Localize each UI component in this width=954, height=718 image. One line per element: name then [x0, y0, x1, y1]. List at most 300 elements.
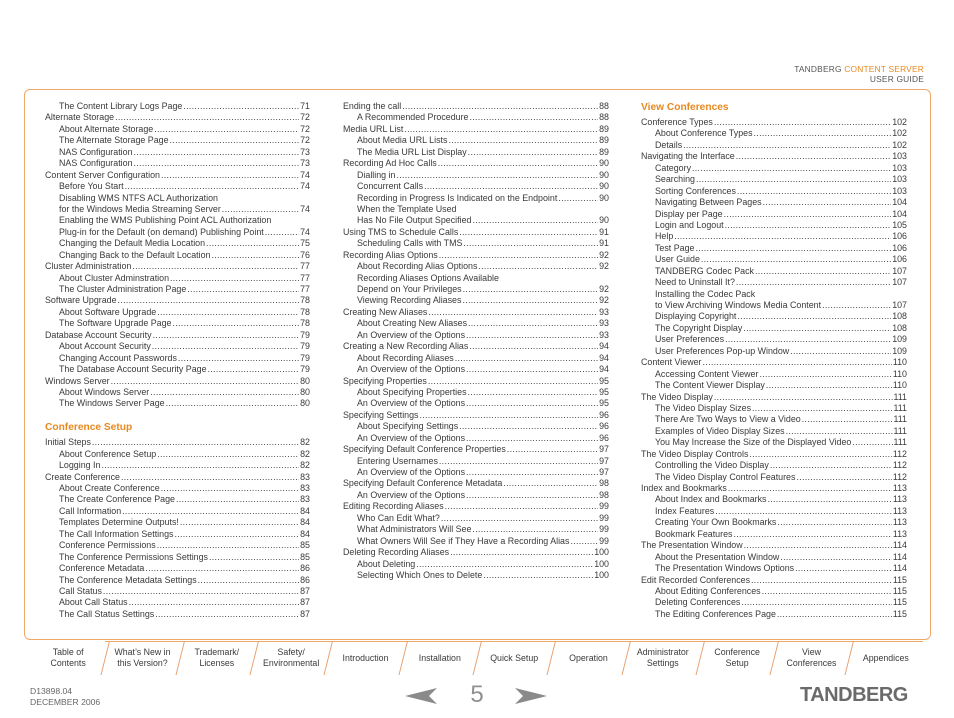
toc-subentry[interactable] [45, 284, 310, 295]
toc-subentry[interactable] [343, 330, 609, 341]
toc-entry-title: User Preferences Pop-up Window [655, 345, 790, 356]
toc-page-number: 102 [892, 128, 907, 139]
tab-operation[interactable] [551, 641, 625, 675]
toc-leader-dots [463, 238, 598, 249]
tab-trademark[interactable] [180, 641, 254, 675]
toc-subentry[interactable] [45, 449, 310, 460]
toc-subentry[interactable] [641, 380, 907, 391]
toc-subentry[interactable] [641, 231, 907, 242]
tab-label: Setup [725, 658, 749, 668]
toc-entry-title: Display per Page [655, 208, 723, 219]
toc-entry[interactable] [343, 227, 609, 238]
toc-subentry[interactable] [641, 128, 907, 139]
toc-page-number: 83 [300, 483, 310, 493]
toc-leader-dots [503, 478, 598, 489]
toc-page-number: 113 [892, 494, 907, 505]
toc-entry-title: Specifying Settings [343, 409, 419, 420]
toc-page-number: 89 [599, 123, 609, 134]
toc-leader-dots [118, 295, 300, 306]
tab-introduction[interactable] [328, 641, 402, 675]
toc-page-number: 71 [300, 101, 310, 111]
toc-page-number: 113 [892, 505, 907, 516]
toc-subentry[interactable] [641, 494, 907, 505]
toc-subentry[interactable] [45, 460, 310, 471]
toc-entry-title: The Presentation Window [641, 540, 743, 551]
toc-subentry[interactable] [45, 387, 310, 398]
toc-page-number: 109 [892, 345, 907, 356]
toc-entry-title: An Overview of the Options [357, 329, 466, 340]
toc-subentry[interactable] [641, 163, 907, 174]
toc-subentry[interactable] [343, 490, 609, 501]
toc-entry[interactable] [45, 112, 310, 123]
toc-subentry[interactable] [45, 506, 310, 517]
toc-leader-dots [222, 204, 299, 215]
toc-entry[interactable] [641, 151, 907, 162]
toc-entry[interactable] [343, 341, 609, 352]
toc-entry[interactable] [343, 376, 609, 387]
toc-leader-dots [786, 426, 893, 437]
tab-label: Quick Setup [490, 652, 539, 663]
toc-entry-title: Alternate Storage [45, 112, 115, 123]
toc-subentry[interactable] [45, 353, 310, 364]
toc-section-heading[interactable]: Conference Setup [45, 422, 133, 434]
toc-page-number: 72 [300, 123, 310, 134]
toc-entry[interactable] [45, 330, 310, 341]
toc-entry-title: The Video Display Sizes [655, 402, 752, 413]
toc-subentry[interactable] [45, 364, 310, 375]
tab-label: Environmental [263, 658, 320, 668]
toc-page-number: 97 [599, 455, 609, 466]
toc-page-number: 110 [892, 357, 907, 368]
toc-leader-dots [754, 128, 892, 139]
toc-subentry[interactable] [45, 273, 310, 284]
toc-entry-title: The Create Conference Page [59, 494, 175, 505]
toc-subentry[interactable] [641, 323, 907, 334]
toc-entry-title: The Windows Server Page [59, 398, 165, 409]
toc-subentry[interactable] [343, 204, 609, 215]
toc-leader-dots [466, 433, 598, 444]
toc-subentry[interactable] [45, 563, 310, 574]
toc-leader-dots [570, 536, 598, 547]
toc-leader-dots [852, 437, 892, 448]
toc-subentry[interactable] [45, 193, 310, 204]
toc-entry-title: User Preferences [655, 334, 725, 345]
toc-page-number: 89 [599, 135, 609, 146]
toc-leader-dots [770, 460, 892, 471]
toc-subentry[interactable] [45, 101, 310, 112]
tab-toc[interactable] [31, 641, 105, 675]
toc-page-number: 113 [892, 517, 907, 528]
toc-page-number: 77 [300, 261, 310, 272]
toc-subentry[interactable] [641, 472, 907, 483]
tab-label: this Version? [117, 658, 168, 668]
tab-label: Trademark/ [194, 647, 240, 657]
toc-entry-title: About Media URL Lists [357, 135, 448, 146]
toc-subentry[interactable] [641, 552, 907, 563]
toc-page-number: 87 [300, 597, 310, 608]
toc-entry-title: Edit Recorded Conferences [641, 574, 751, 585]
toc-subentry[interactable] [45, 552, 310, 563]
toc-entry-title: Test Page [655, 242, 695, 253]
toc-subentry[interactable] [343, 215, 609, 226]
toc-leader-dots [101, 460, 299, 471]
tab-quick-setup[interactable] [477, 641, 551, 675]
toc-subentry[interactable] [641, 609, 907, 620]
toc-subentry[interactable] [343, 353, 609, 364]
toc-page-number: 93 [599, 306, 609, 317]
toc-leader-dots [701, 254, 891, 265]
toc-entry[interactable] [641, 117, 907, 128]
toc-subentry[interactable] [641, 437, 907, 448]
toc-entry-title: Has No File Output Specified [357, 215, 472, 226]
toc-entry-title: Database Account Security [45, 329, 152, 340]
toc-entry[interactable] [343, 158, 609, 169]
toc-page-number: 90 [599, 169, 609, 180]
toc-subentry[interactable] [45, 215, 310, 226]
toc-entry-title: Windows Server [45, 375, 110, 386]
toc-leader-dots [187, 284, 299, 295]
toc-leader-dots [759, 369, 891, 380]
toc-subentry[interactable] [343, 318, 609, 329]
tab-label: Settings [646, 658, 679, 668]
tab-label: Contents [50, 658, 86, 668]
toc-page-number: 85 [300, 551, 310, 562]
toc-subentry[interactable] [641, 414, 907, 425]
next-page-arrow-icon[interactable] [515, 688, 547, 704]
toc-entry[interactable] [641, 449, 907, 460]
toc-entry[interactable] [45, 437, 310, 448]
toc-entry-title: About Specifying Settings [357, 421, 459, 432]
toc-page-number: 108 [892, 311, 907, 322]
toc-leader-dots [178, 353, 299, 364]
toc-entry-title: Recording in Progress Is Indicated on the Endpoint [357, 192, 558, 203]
toc-subentry[interactable] [45, 204, 310, 215]
toc-entry[interactable] [343, 250, 609, 261]
toc-subentry[interactable] [343, 364, 609, 375]
toc-leader-dots [445, 501, 598, 512]
toc-entry[interactable] [641, 483, 907, 494]
toc-entry[interactable] [641, 357, 907, 368]
toc-entry[interactable] [45, 472, 310, 483]
toc-subentry[interactable] [45, 586, 310, 597]
toc-page-number: 99 [599, 535, 609, 546]
toc-entry[interactable] [641, 540, 907, 551]
toc-leader-dots [822, 300, 891, 311]
toc-subentry[interactable] [45, 529, 310, 540]
tab-label: Operation [569, 652, 608, 663]
toc-subentry[interactable] [45, 540, 310, 551]
toc-entry-title: The Call Information Settings [59, 528, 174, 539]
toc-subentry[interactable] [45, 494, 310, 505]
toc-subentry[interactable] [45, 575, 310, 586]
toc-leader-dots [728, 483, 892, 494]
toc-page-number: 104 [892, 208, 907, 219]
toc-subentry[interactable] [641, 586, 907, 597]
toc-subentry[interactable] [343, 193, 609, 204]
toc-subentry[interactable] [641, 311, 907, 322]
toc-leader-dots [736, 151, 891, 162]
toc-page-number: 83 [300, 471, 310, 482]
toc-entry[interactable] [343, 547, 609, 558]
tab-view-conferences[interactable] [774, 641, 848, 675]
tab-label: Safety/ [277, 647, 305, 657]
toc-entry-title: User Guide [655, 254, 700, 265]
toc-entry-title: Creating New Aliases [343, 306, 428, 317]
toc-leader-dots [441, 513, 598, 524]
toc-subentry[interactable] [45, 341, 310, 352]
toc-subentry[interactable] [45, 181, 310, 192]
toc-entry[interactable] [45, 261, 310, 272]
toc-leader-dots [180, 517, 299, 528]
toc-entry[interactable] [641, 392, 907, 403]
toc-page-number: 73 [300, 146, 310, 157]
tab-whats-new[interactable] [105, 641, 179, 675]
toc-subentry[interactable] [45, 135, 310, 146]
toc-subentry[interactable] [45, 398, 310, 409]
toc-subentry[interactable] [641, 289, 907, 300]
toc-entry-title: Creating Your Own Bookmarks [655, 517, 777, 528]
toc-leader-dots [157, 307, 299, 318]
toc-subentry[interactable] [45, 147, 310, 158]
toc-leader-dots [478, 261, 598, 272]
toc-leader-dots [483, 570, 593, 581]
toc-subentry[interactable] [343, 513, 609, 524]
toc-subentry[interactable] [45, 597, 310, 608]
tab-label: Installation [418, 652, 461, 663]
toc-page-number: 84 [300, 505, 310, 516]
toc-subentry[interactable] [641, 597, 907, 608]
toc-subentry[interactable] [641, 460, 907, 471]
toc-subentry[interactable] [343, 570, 609, 581]
toc-subentry[interactable] [45, 124, 310, 135]
toc-entry-title: Initial Steps [45, 437, 91, 448]
toc-entry-title: The Call Status Settings [59, 608, 155, 619]
toc-page-number: 92 [599, 249, 609, 260]
toc-entry-title: An Overview of the Options [357, 398, 466, 409]
tab-installation[interactable] [403, 641, 477, 675]
toc-subentry[interactable] [641, 209, 907, 220]
toc-entry-title: The Conference Metadata Settings [59, 574, 197, 585]
toc-entry-title: About Call Status [59, 597, 128, 608]
toc-entry-title: About Create Conference [59, 483, 160, 493]
toc-subentry[interactable] [641, 517, 907, 528]
toc-leader-dots [751, 575, 892, 586]
toc-page-number: 92 [599, 284, 609, 294]
toc-entry[interactable] [343, 307, 609, 318]
tab-safety[interactable] [254, 641, 328, 675]
doc-date: DECEMBER 2006 [30, 697, 101, 707]
toc-subentry[interactable] [641, 300, 907, 311]
toc-subentry[interactable] [343, 536, 609, 547]
toc-subentry[interactable] [343, 387, 609, 398]
toc-entry-title: About Conference Types [655, 128, 753, 139]
tab-administrator-settings[interactable] [626, 641, 700, 675]
toc-entry-title: The Presentation Windows Options [655, 563, 795, 574]
toc-subentry[interactable] [641, 243, 907, 254]
toc-entry-title: The Video Display [641, 391, 713, 402]
toc-leader-dots [466, 490, 598, 501]
toc-subentry[interactable] [343, 467, 609, 478]
toc-leader-dots [458, 204, 609, 215]
toc-subentry[interactable] [343, 398, 609, 409]
toc-page-number: 82 [300, 460, 310, 471]
tab-conference-setup[interactable] [700, 641, 774, 675]
toc-page-number: 98 [599, 489, 609, 500]
toc-leader-dots [176, 494, 299, 505]
toc-subentry[interactable] [343, 181, 609, 192]
toc-entry-title: Content Viewer [641, 357, 702, 368]
toc-subentry[interactable] [641, 426, 907, 437]
toc-subentry[interactable] [45, 227, 310, 238]
toc-entry-title: About Recording Aliases [357, 352, 454, 363]
toc-leader-dots [756, 289, 906, 300]
toc-page-number: 74 [300, 203, 310, 214]
toc-page-number: 111 [893, 414, 907, 425]
toc-leader-dots [558, 193, 598, 204]
toc-subentry[interactable] [343, 147, 609, 158]
toc-subentry[interactable] [343, 295, 609, 306]
toc-entry[interactable] [45, 170, 310, 181]
toc-section-heading[interactable]: View Conferences [641, 102, 729, 113]
toc-subentry[interactable] [45, 318, 310, 329]
toc-entry-title: Controlling the Video Display [655, 460, 769, 471]
toc-entry-title: The Content Library Logs Page [59, 101, 183, 111]
toc-subentry[interactable] [641, 529, 907, 540]
tab-label: Appendices [862, 652, 909, 663]
toc-subentry[interactable] [45, 250, 310, 261]
toc-subentry[interactable] [343, 112, 609, 123]
toc-entry[interactable] [45, 295, 310, 306]
toc-subentry[interactable] [641, 506, 907, 517]
toc-leader-dots [154, 124, 299, 135]
toc-subentry[interactable] [343, 135, 609, 146]
toc-entry[interactable] [343, 124, 609, 135]
toc-subentry[interactable] [343, 433, 609, 444]
toc-leader-dots [470, 112, 599, 123]
toc-entry[interactable] [343, 444, 609, 455]
toc-entry-title: Login and Logout [655, 219, 724, 230]
toc-entry-title: The Content Viewer Display [655, 380, 765, 391]
tab-appendices[interactable] [849, 641, 923, 675]
toc-subentry[interactable] [343, 421, 609, 432]
toc-page-number: 97 [599, 444, 609, 455]
header-product: CONTENT SERVER [844, 64, 924, 74]
previous-page-arrow-icon[interactable] [405, 688, 437, 704]
toc-leader-dots [121, 472, 299, 483]
toc-leader-dots [725, 334, 891, 345]
toc-subentry[interactable] [641, 334, 907, 345]
toc-entry[interactable] [343, 101, 609, 112]
toc-page-number: 74 [300, 226, 310, 237]
toc-subentry[interactable] [343, 273, 609, 284]
toc-subentry[interactable] [641, 220, 907, 231]
toc-page-number: 115 [892, 585, 907, 596]
toc-page-number: 80 [300, 375, 310, 386]
toc-subentry[interactable] [343, 238, 609, 249]
toc-entry-title: Conference Types [641, 117, 713, 127]
toc-leader-dots [692, 163, 891, 174]
toc-page-number: 72 [300, 112, 310, 123]
header-doc-type: USER GUIDE [869, 74, 924, 84]
toc-subentry[interactable] [641, 563, 907, 574]
toc-subentry[interactable] [641, 403, 907, 414]
toc-subentry[interactable] [343, 559, 609, 570]
toc-subentry[interactable] [343, 261, 609, 272]
toc-subentry[interactable] [641, 174, 907, 185]
toc-entry[interactable] [641, 575, 907, 586]
toc-entry[interactable] [343, 410, 609, 421]
toc-subentry[interactable] [343, 170, 609, 181]
toc-leader-dots [157, 449, 299, 460]
toc-page-number: 113 [892, 528, 907, 539]
toc-page-number: 114 [892, 551, 907, 562]
toc-entry-title: An Overview of the Options [357, 467, 466, 477]
toc-page-number: 102 [892, 139, 907, 150]
toc-entry[interactable] [343, 501, 609, 512]
toc-leader-dots [737, 186, 891, 197]
toc-subentry[interactable] [343, 284, 609, 295]
toc-subentry[interactable] [343, 456, 609, 467]
toc-entry-title: Templates Determine Outputs! [59, 517, 179, 528]
toc-entry[interactable] [343, 478, 609, 489]
toc-leader-dots [703, 357, 892, 368]
toc-leader-dots [402, 101, 598, 112]
toc-entry-title: NAS Configuration [59, 158, 133, 169]
section-tab-bar [31, 641, 923, 675]
toc-subentry[interactable] [641, 277, 907, 288]
toc-entry-title: The Cluster Administration Page [59, 284, 187, 294]
toc-entry-title: The Media URL List Display [357, 146, 467, 157]
toc-subentry[interactable] [45, 483, 310, 494]
toc-entry-title: Create Conference [45, 471, 120, 482]
toc-page-number: 87 [300, 608, 310, 619]
toc-column-3 [641, 101, 907, 620]
toc-subentry[interactable] [641, 186, 907, 197]
toc-page-number: 80 [300, 398, 310, 409]
toc-entry-title: The Software Upgrade Page [59, 318, 172, 329]
toc-subentry[interactable] [641, 197, 907, 208]
toc-subentry[interactable] [45, 517, 310, 528]
toc-subentry[interactable] [641, 369, 907, 380]
toc-leader-dots [428, 307, 598, 318]
toc-entry[interactable] [45, 376, 310, 387]
toc-leader-dots [115, 112, 299, 123]
toc-entry-title: The Alternate Storage Page [59, 135, 169, 146]
toc-subentry[interactable] [45, 158, 310, 169]
toc-page-number: 105 [892, 219, 907, 230]
toc-subentry[interactable] [641, 266, 907, 277]
toc-column-2 [343, 101, 609, 581]
toc-subentry[interactable] [45, 609, 310, 620]
toc-subentry[interactable] [343, 524, 609, 535]
toc-subentry[interactable] [641, 254, 907, 265]
toc-entry-title: The Copyright Display [655, 322, 743, 333]
toc-entry-title: Index Features [655, 505, 715, 516]
toc-entry-title: Bookmark Features [655, 528, 733, 539]
toc-subentry[interactable] [45, 238, 310, 249]
toc-subentry[interactable] [45, 307, 310, 318]
toc-page-number: 91 [599, 238, 609, 249]
toc-page-number: 74 [300, 181, 310, 192]
toc-subentry[interactable] [641, 140, 907, 151]
toc-leader-dots [468, 318, 598, 329]
toc-leader-dots [755, 266, 891, 277]
toc-entry-title: About Recording Alias Options [357, 261, 478, 272]
spacer [45, 410, 310, 421]
toc-entry-title: Accessing Content Viewer [655, 368, 759, 379]
toc-page-number: 100 [594, 558, 609, 569]
toc-subentry[interactable] [641, 346, 907, 357]
